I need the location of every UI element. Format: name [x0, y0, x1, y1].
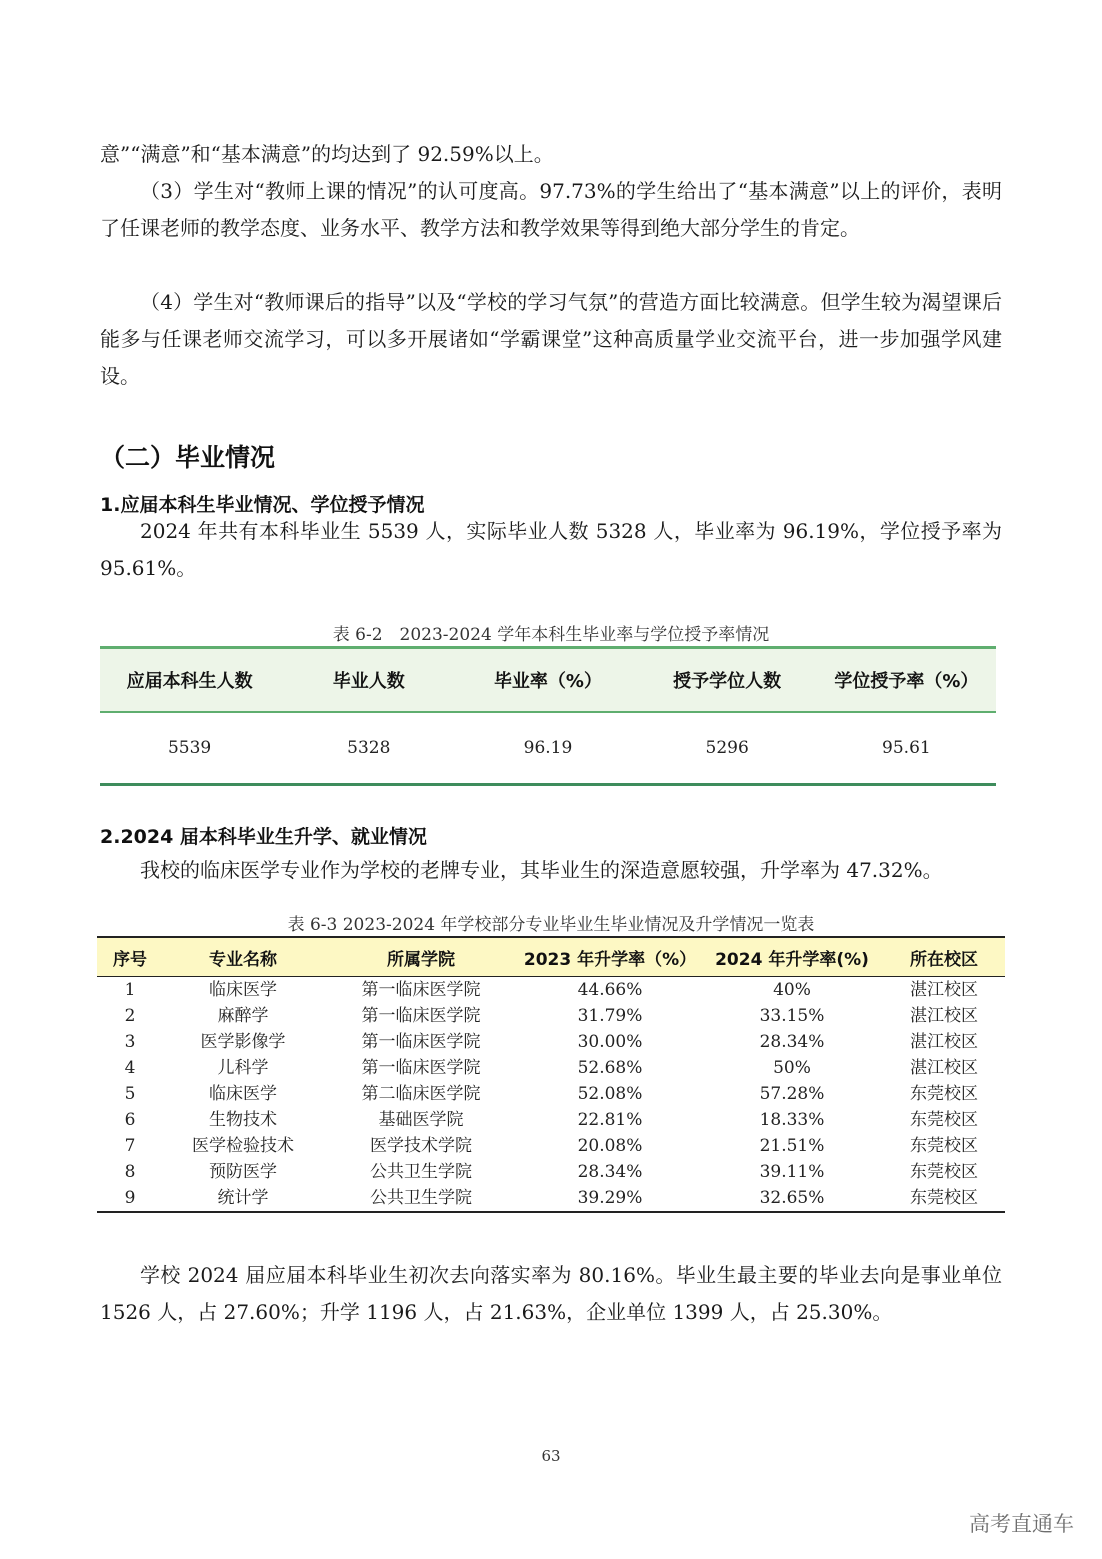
table-cell: 7 [124, 1136, 136, 1156]
table-row [97, 1055, 1005, 1081]
table-cell: 32.65% [701, 1185, 883, 1212]
table-cell: 第一临床医学院 [361, 1006, 481, 1026]
table-cell: 儿科学 [217, 1058, 269, 1078]
table-cell: 东莞校区 [910, 1162, 978, 1182]
subsection-title-graduation: 1.应届本科生毕业情况、学位授予情况 [100, 494, 425, 516]
table-cell: 9 [97, 1185, 163, 1212]
table-cell: 39.29% [519, 1185, 701, 1212]
header-cell: 专业名称 [163, 937, 323, 977]
table-cell: 第二临床医学院 [361, 1084, 481, 1104]
table-row [97, 1159, 1005, 1185]
section-title: （二）毕业情况 [100, 443, 276, 472]
table-cell: 33.15% [759, 1006, 825, 1026]
table-cell: 湛江校区 [910, 980, 978, 1000]
header-cell: 授予学位人数 [638, 648, 817, 713]
table-cell: 22.81% [577, 1110, 643, 1130]
table-cell: 5328 [279, 712, 458, 785]
table-cell: 96.19 [458, 712, 637, 785]
table-cell: 临床医学 [209, 1084, 277, 1104]
table-cell: 52.68% [577, 1058, 643, 1078]
table-cell: 40% [773, 980, 811, 1000]
paragraph-graduation-rate: 2024 年共有本科毕业生 5539 人，实际毕业人数 5328 人，毕业率为 96.19%，学位授予率为 95.61%。 [100, 519, 1002, 580]
table-cell: 临床医学 [209, 980, 277, 1000]
table-cell: 2 [124, 1006, 136, 1026]
table-cell: 95.61 [817, 712, 996, 785]
table-row [97, 1107, 1005, 1133]
paragraph-satisfaction-summary: 意”“满意”和“基本满意”的均达到了 92.59%以上。 [100, 142, 554, 166]
table-row [97, 1081, 1005, 1107]
table-cell: 21.51% [759, 1136, 825, 1156]
graduation-rate-table [100, 646, 996, 786]
table-cell: 医学影像学 [200, 1032, 286, 1052]
table-cell: 东莞校区 [910, 1136, 978, 1156]
header-cell: 毕业人数 [279, 648, 458, 713]
table-cell: 57.28% [759, 1084, 825, 1104]
header-cell: 所属学院 [323, 937, 519, 977]
header-cell: 应届本科生人数 [100, 648, 279, 713]
table-row [97, 1185, 1005, 1212]
table-row [97, 1029, 1005, 1055]
table-row [97, 1003, 1005, 1029]
table-cell: 东莞校区 [883, 1185, 1005, 1212]
table-cell: 基础医学院 [378, 1110, 464, 1130]
table-cell: 麻醉学 [217, 1006, 269, 1026]
table-caption-6-2: 表 6-2 2023-2024 学年本科生毕业率与学位授予率情况 [332, 625, 770, 645]
watermark: 高考直通车 [969, 1512, 1074, 1536]
table-cell: 52.08% [577, 1084, 643, 1104]
table-cell: 6 [124, 1110, 136, 1130]
table-cell: 18.33% [759, 1110, 825, 1130]
header-cell: 2023 年升学率（%） [519, 937, 701, 977]
header-cell: 学位授予率（%） [817, 648, 996, 713]
table-cell: 第一临床医学院 [361, 980, 481, 1000]
header-cell: 2024 年升学率(%) [701, 937, 883, 977]
table-cell: 3 [124, 1032, 136, 1052]
table-cell: 第一临床医学院 [361, 1058, 481, 1078]
table-cell: 东莞校区 [910, 1110, 978, 1130]
table-cell: 1 [124, 980, 136, 1000]
table-cell: 第一临床医学院 [361, 1032, 481, 1052]
header-cell: 毕业率（%） [458, 648, 637, 713]
table-cell: 公共卫生学院 [323, 1185, 519, 1212]
paragraph-employment: 学校 2024 届应届本科毕业生初次去向落实率为 80.16%。毕业生最主要的毕业去向是事业单位 1526 人，占 27.60%；升学 1196 人，占 21.63%，企业单位 1399 人，占 25.30%。 [100, 1263, 1002, 1324]
table-cell: 8 [124, 1162, 136, 1182]
major-further-study-table [97, 936, 1005, 1213]
table-header-row [97, 937, 1005, 977]
table-cell: 28.34% [577, 1162, 643, 1182]
table-cell: 44.66% [577, 980, 643, 1000]
table-cell: 5539 [100, 712, 279, 785]
header-cell: 所在校区 [883, 937, 1005, 977]
paragraph-teacher-class: （3）学生对“教师上课的情况”的认可度高。97.73%的学生给出了“基本满意”以上的评价，表明了任课老师的教学态度、业务水平、教学方法和教学效果等得到绝大部分学生的肯定。 [100, 179, 1002, 240]
table-cell: 4 [124, 1058, 136, 1078]
header-cell: 序号 [97, 937, 163, 977]
table-header-row [100, 648, 996, 713]
paragraph-further-study: 我校的临床医学专业作为学校的老牌专业，其毕业生的深造意愿较强，升学率为 47.32%。 [140, 858, 943, 882]
table-cell: 5 [124, 1084, 136, 1104]
table-row [97, 1133, 1005, 1159]
table-cell: 生物技术 [209, 1110, 277, 1130]
table-cell: 5296 [638, 712, 817, 785]
table-cell: 31.79% [577, 1006, 643, 1026]
table-cell: 湛江校区 [910, 1006, 978, 1026]
table-cell: 20.08% [577, 1136, 643, 1156]
table-cell: 湛江校区 [910, 1058, 978, 1078]
table-cell: 50% [773, 1058, 811, 1078]
table-cell: 28.34% [759, 1032, 825, 1052]
table-caption-6-3: 表 6-3 2023-2024 年学校部分专业毕业生毕业情况及升学情况一览表 [287, 915, 815, 935]
table-cell: 医学技术学院 [370, 1136, 472, 1156]
table-cell: 预防医学 [209, 1162, 277, 1182]
table-row [97, 977, 1005, 1004]
table-body [97, 977, 1005, 1213]
table-cell: 统计学 [163, 1185, 323, 1212]
paragraph-teacher-guidance: （4）学生对“教师课后的指导”以及“学校的学习气氛”的营造方面比较满意。但学生较为渴望课后能多与任课老师交流学习，可以多开展诸如“学霸课堂”这种高质量学业交流平台，进一步加强学风建设。 [100, 290, 1002, 388]
table-cell: 39.11% [759, 1162, 825, 1182]
subsection-title-further-study: 2.2024 届本科毕业生升学、就业情况 [100, 826, 427, 848]
table-cell: 医学检验技术 [192, 1136, 294, 1156]
page-number: 63 [541, 1447, 561, 1465]
table-cell: 30.00% [577, 1032, 643, 1052]
table-cell: 湛江校区 [910, 1032, 978, 1052]
table-cell: 公共卫生学院 [370, 1162, 472, 1182]
table-row [100, 712, 996, 785]
table-cell: 东莞校区 [910, 1084, 978, 1104]
